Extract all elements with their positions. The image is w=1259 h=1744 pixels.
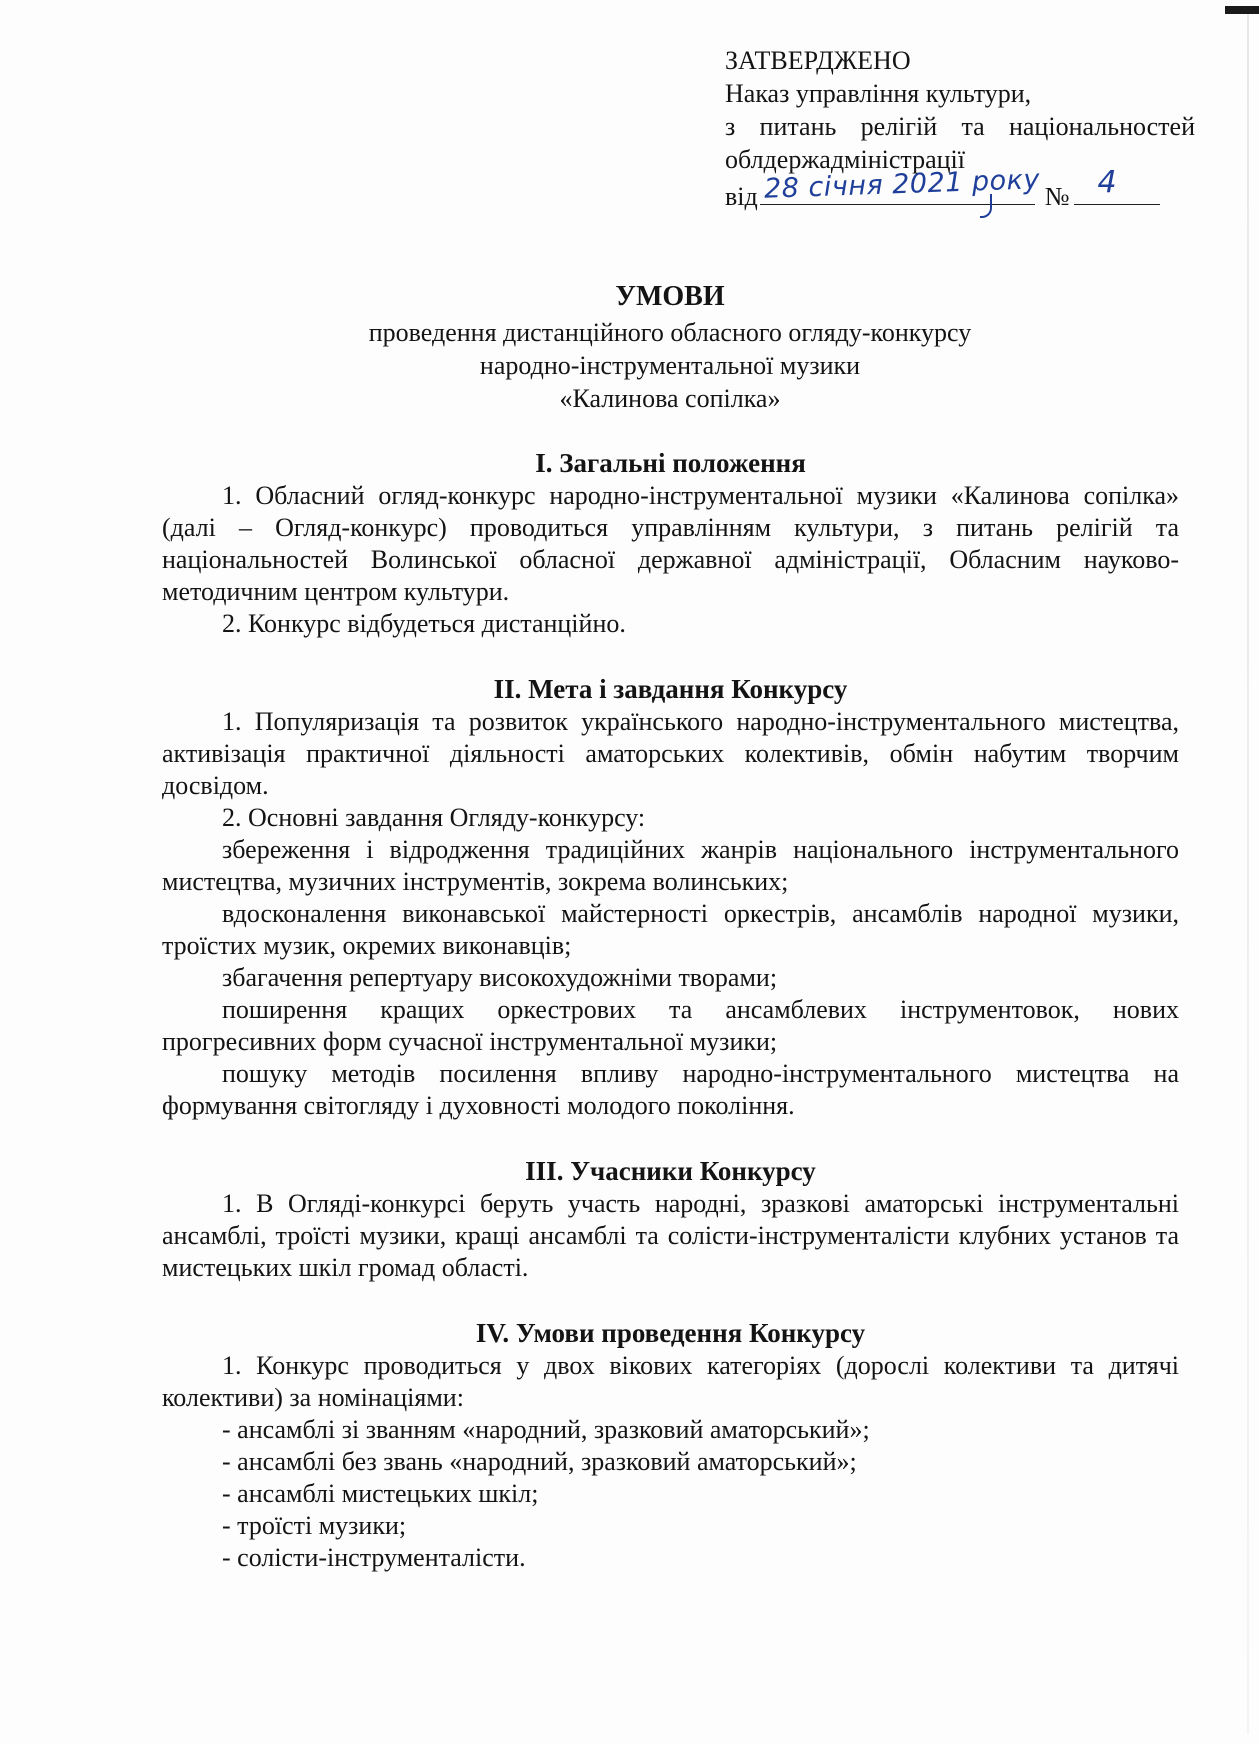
paragraph: 2. Конкурс відбудеться дистанційно.: [222, 609, 626, 638]
subtitle-line-1: проведення дистанційного обласного огляду-конкурсу: [368, 318, 972, 347]
list-item: - ансамблі зі званням «народний, зразковий аматорський»;: [222, 1415, 870, 1444]
date-field: [760, 164, 1041, 205]
number-field: [1074, 165, 1160, 205]
list-item: - солісти-інструменталісти.: [222, 1543, 526, 1572]
subtitle-line-2: народно-інструментальної музики: [479, 351, 861, 380]
date-prefix: від: [725, 182, 758, 211]
paragraph: збереження і відродження традиційних жанрів національного інструментального мистецтва, музичних інструментів, зокрема волинських;: [162, 835, 1179, 896]
scan-edge-mark: [1225, 6, 1259, 14]
paragraph: поширення кращих оркестрових та ансамблевих інструментовок, нових прогресивних форм сучасної інструментальної музики;: [162, 995, 1179, 1056]
subtitle-line-3: «Калинова сопілка»: [559, 384, 781, 413]
paragraph: пошуку методів посилення впливу народно-інструментального мистецтва на формування світогляду і духовності молодого покоління.: [162, 1059, 1179, 1120]
section-heading-general: І. Загальні положення: [535, 448, 806, 478]
handwritten-date: 28 січня 2021 року: [763, 164, 1041, 205]
section-heading-conditions: IV. Умови проведення Конкурсу: [475, 1318, 866, 1348]
paragraph: 1. В Огляді-конкурсі беруть участь народні, зразкові аматорські інструментальні ансамблі, троїсті музики, кращі ансамблі та солісти-інструменталісти клубних установ та мистецьких шкіл громад області.: [162, 1189, 1179, 1282]
number-label: №: [1044, 182, 1070, 211]
document-title: УМОВИ: [615, 281, 725, 312]
list-item: - троїсті музики;: [222, 1511, 407, 1540]
approval-heading: ЗАТВЕРДЖЕНО: [725, 46, 911, 75]
document-subtitle: [160, 316, 1180, 415]
approval-stamp-block: [725, 44, 1195, 216]
handwriting-stroke: [980, 194, 992, 218]
paragraph: збагачення репертуару високохудожніми творами;: [222, 963, 778, 992]
paragraph: 1. Обласний огляд-конкурс народно-інструментальної музики «Калинова сопілка» (далі – Огляд-конкурс) проводиться управлінням культури, з питань релігій та національностей Волинської обласної державної адміністрації, Обласним науково-методичним центром культури.: [162, 481, 1179, 606]
section-heading-goals: ІІ. Мета і завдання Конкурсу: [493, 674, 848, 704]
list-item: - ансамблі мистецьких шкіл;: [222, 1479, 539, 1508]
paragraph: 1. Конкурс проводиться у двох вікових категоріях (дорослі колективи та дитячі колективи) за номінаціями:: [162, 1351, 1179, 1412]
approval-administration-line: облдержадміністрації: [725, 145, 965, 174]
document-body: [162, 446, 1179, 1574]
paragraph: вдосконалення виконавської майстерності оркестрів, ансамблів народної музики, троїстих музик, окремих виконавців;: [162, 899, 1179, 960]
list-item: - ансамблі без звань «народний, зразковий аматорський»;: [222, 1447, 857, 1476]
section-heading-participants: ІІІ. Учасники Конкурсу: [525, 1156, 816, 1186]
approval-order-line: Наказ управління культури,: [725, 79, 1032, 108]
approval-department-line: з питань релігій та національностей: [725, 112, 1195, 141]
scan-edge-shadow: [1247, 14, 1249, 1734]
handwritten-number: 4: [1097, 165, 1118, 200]
approval-date-line: [725, 164, 1195, 216]
paragraph: 1. Популяризація та розвиток українського народно-інструментального мистецтва, активізація практичної діяльності аматорських колективів, обмін набутим творчим досвідом.: [162, 707, 1179, 800]
paragraph: 2. Основні завдання Огляду-конкурсу:: [222, 803, 646, 832]
